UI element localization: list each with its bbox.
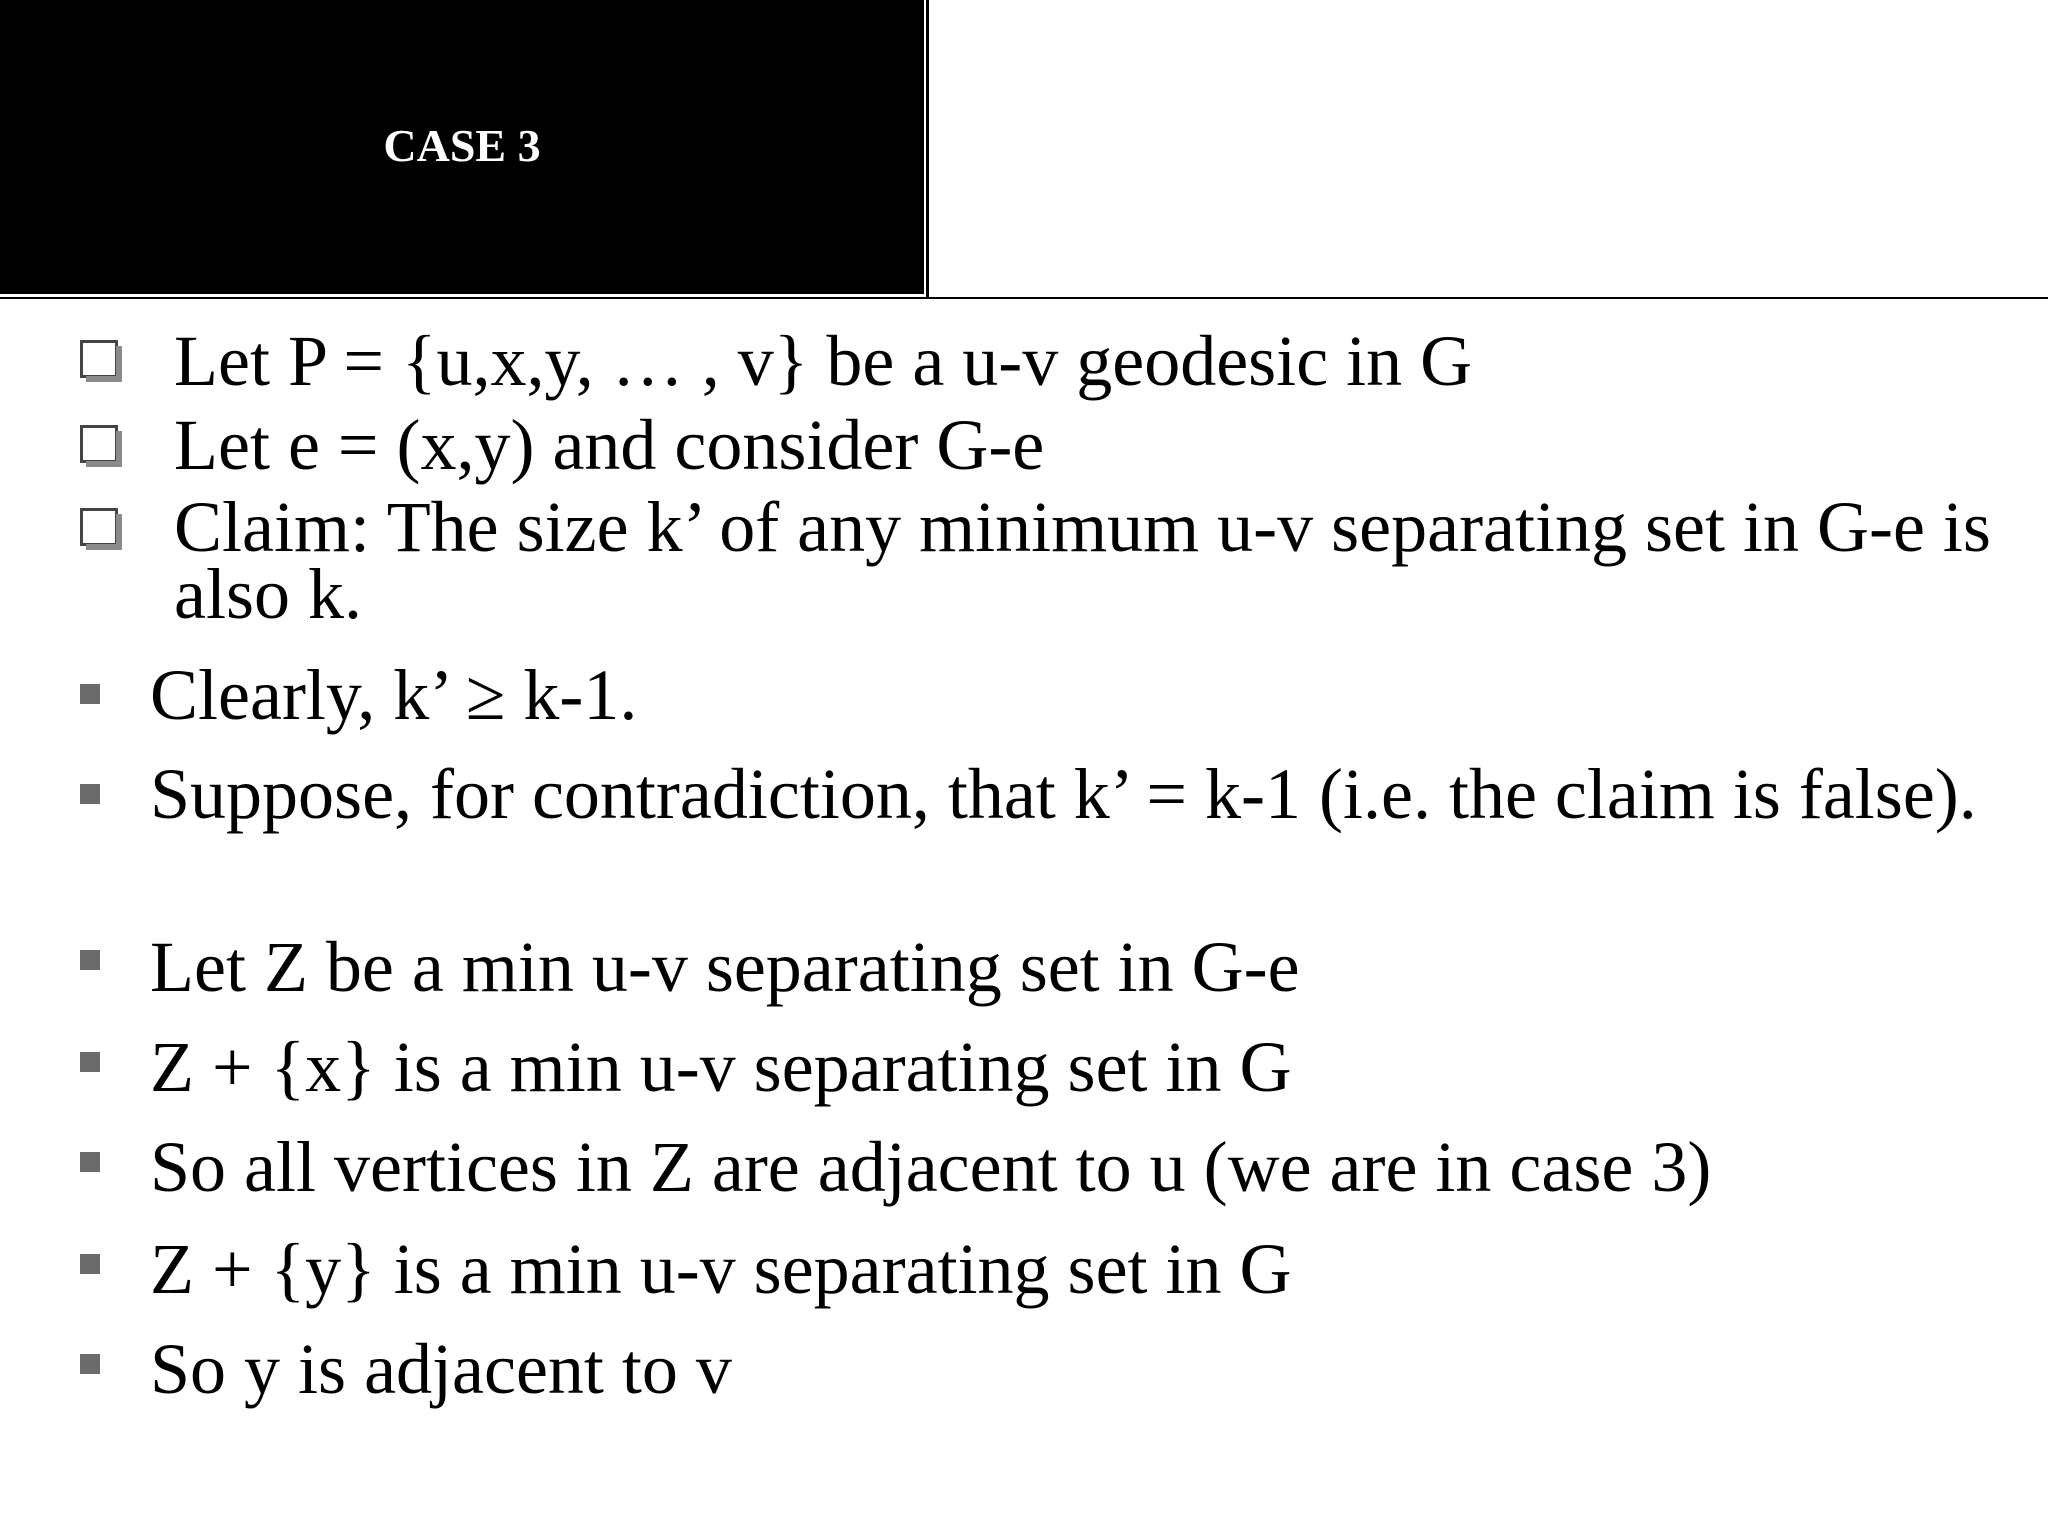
bullet-item-7: So y is adjacent to v bbox=[150, 1329, 732, 1409]
checkbox-item-1: Let P = {u,x,y, … , v} be a u-v geodesic in G bbox=[174, 321, 1473, 401]
bullet-item-2: Suppose, for contradiction, that k’ = k-1 (i.e. the claim is false). bbox=[150, 754, 1977, 834]
square-bullet-icon bbox=[80, 1354, 100, 1374]
bullet-item-3: Let Z be a min u-v separating set in G-e bbox=[150, 927, 1300, 1007]
square-bullet-icon bbox=[80, 784, 100, 804]
checkbox-item-2: Let e = (x,y) and consider G-e bbox=[174, 405, 1045, 485]
header-rule bbox=[0, 297, 2048, 299]
checkbox-item-3: Claim: The size k’ of any minimum u-v separating set in G-e is also k. bbox=[174, 487, 1991, 634]
bullet-item-5: So all vertices in Z are adjacent to u (we are in case 3) bbox=[150, 1127, 1712, 1207]
square-bullet-icon bbox=[80, 1052, 100, 1072]
checkbox-bullet-icon bbox=[80, 425, 118, 463]
title-edge-divider bbox=[926, 0, 929, 297]
checkbox-bullet-icon bbox=[80, 340, 118, 378]
square-bullet-icon bbox=[80, 684, 100, 704]
bullet-item-4: Z + {x} is a min u-v separating set in G bbox=[150, 1027, 1292, 1107]
checkbox-bullet-icon bbox=[80, 508, 118, 546]
square-bullet-icon bbox=[80, 1152, 100, 1172]
bullet-item-6: Z + {y} is a min u-v separating set in G bbox=[150, 1229, 1292, 1309]
slide-title: CASE 3 bbox=[383, 120, 541, 171]
square-bullet-icon bbox=[80, 1254, 100, 1274]
title-block bbox=[0, 0, 924, 294]
square-bullet-icon bbox=[80, 950, 100, 970]
bullet-item-1: Clearly, k’ ≥ k-1. bbox=[150, 655, 638, 735]
